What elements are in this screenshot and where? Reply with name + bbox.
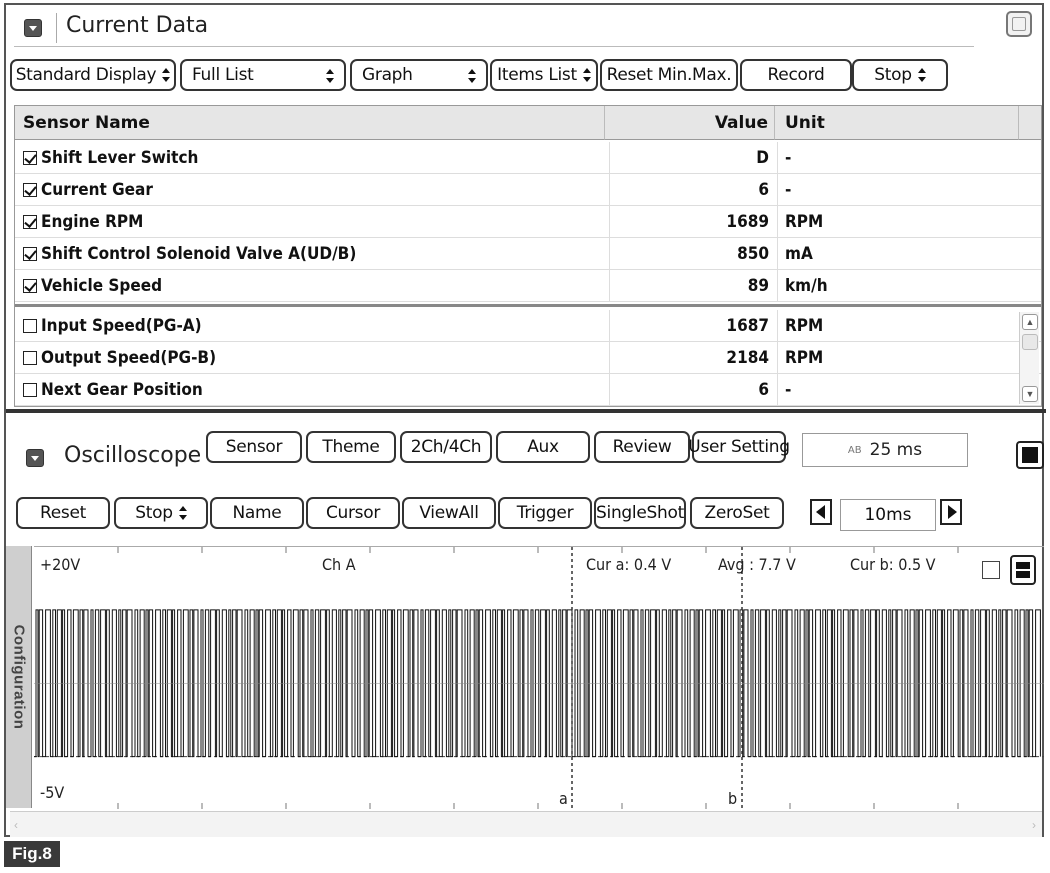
table-row[interactable]: [15, 206, 1041, 238]
unchecked-checkbox-icon[interactable]: [23, 351, 37, 365]
selected-items-divider: [15, 304, 1041, 307]
table-row[interactable]: [15, 174, 1041, 206]
spinner-arrows-icon: [326, 69, 334, 83]
stop-button[interactable]: [114, 497, 208, 529]
sensor-unit: RPM: [785, 211, 824, 232]
table-scrollbar[interactable]: [1019, 312, 1039, 404]
spinner-arrows-icon: [583, 68, 591, 82]
column-separator: [777, 206, 778, 237]
average-readout: Avg : 7.7 V: [718, 555, 796, 574]
items-list-button[interactable]: [490, 59, 598, 91]
sensor-name-cell: [23, 310, 603, 341]
full-list-button[interactable]: [180, 59, 346, 91]
table-row[interactable]: [15, 342, 1041, 374]
column-header-filler: [1019, 106, 1041, 140]
unchecked-checkbox-icon[interactable]: [23, 383, 37, 397]
app-window: [4, 3, 1044, 837]
sensor-name-cell: [23, 374, 603, 405]
column-header-unit[interactable]: Unit: [775, 106, 1019, 140]
table-row[interactable]: [15, 270, 1041, 302]
stop-button[interactable]: [852, 59, 948, 91]
scope-layout-icon[interactable]: [1010, 555, 1036, 585]
cursor-a-readout: Cur a: 0.4 V: [586, 555, 672, 574]
sensor-value: 1687: [726, 315, 769, 336]
scope-checkbox[interactable]: [982, 561, 1000, 579]
scope-top-voltage: +20V: [40, 555, 81, 574]
cursor-b-readout: Cur b: 0.5 V: [850, 555, 936, 574]
spinner-arrows-icon: [179, 506, 187, 520]
sensor-name: Current Gear: [41, 179, 153, 200]
figure-label: Fig.8: [4, 841, 60, 867]
trigger-button[interactable]: [498, 497, 592, 529]
scope-horizontal-scrollbar[interactable]: [10, 811, 1042, 837]
column-separator: [777, 238, 778, 269]
panel-splitter[interactable]: [6, 409, 1046, 413]
column-header-sensor-name[interactable]: Sensor Name: [15, 106, 605, 140]
sensor-unit: mA: [785, 243, 813, 264]
sensor-name-cell: [23, 174, 603, 205]
time-div-icon: AB: [847, 444, 862, 456]
scope-channel-label: Ch A: [322, 555, 356, 574]
unchecked-checkbox-icon[interactable]: [23, 319, 37, 333]
aux-button[interactable]: [496, 431, 590, 463]
cursor-button[interactable]: [306, 497, 400, 529]
viewall-button[interactable]: [402, 497, 496, 529]
sensor-value: 1689: [726, 211, 769, 232]
sensor-value: 6: [758, 179, 769, 200]
sensor-value: 6: [758, 379, 769, 400]
sensor-button-label: Sensor: [225, 437, 283, 457]
sensor-table: [14, 105, 1042, 407]
sensor-unit: -: [785, 179, 792, 200]
cursor-b-marker-label: b: [728, 789, 738, 808]
sensor-unit: RPM: [785, 347, 824, 368]
current-data-header: [14, 9, 974, 47]
checked-checkbox-icon[interactable]: [23, 215, 37, 229]
column-header-value[interactable]: Value: [605, 106, 775, 140]
current-data-title: Current Data: [66, 13, 209, 38]
scroll-up-icon[interactable]: ▲: [1022, 314, 1038, 330]
graph-button-label: Graph: [362, 65, 413, 85]
scroll-down-icon[interactable]: ▼: [1022, 386, 1038, 402]
zeroset-button-label: ZeroSet: [704, 503, 770, 523]
oscilloscope-title: Oscilloscope: [64, 443, 202, 468]
table-row[interactable]: [15, 310, 1041, 342]
name-button[interactable]: [210, 497, 304, 529]
sensor-name-cell: [23, 142, 603, 173]
review-button[interactable]: [594, 431, 690, 463]
2ch-4ch-button[interactable]: [400, 431, 492, 463]
checked-checkbox-icon[interactable]: [23, 247, 37, 261]
table-row[interactable]: [15, 374, 1041, 406]
sensor-name: Output Speed(PG-B): [41, 347, 217, 368]
sensor-name: Shift Lever Switch: [41, 147, 199, 168]
record-button-label: Record: [767, 65, 825, 85]
time-div-value: 25 ms: [869, 440, 923, 460]
sensor-value: 2184: [726, 347, 769, 368]
singleshot-button-label: SingleShot: [596, 503, 684, 523]
spinner-arrows-icon: [162, 68, 170, 82]
sensor-unit: -: [785, 379, 792, 400]
scroll-left-icon[interactable]: ‹: [14, 818, 18, 832]
configuration-tab-label: Configuration: [10, 624, 27, 730]
trigger-button-label: Trigger: [516, 503, 574, 523]
column-separator: [777, 270, 778, 301]
header-separator: [56, 13, 57, 43]
spinner-arrows-icon: [468, 69, 476, 83]
graph-button[interactable]: [350, 59, 488, 91]
reset-button[interactable]: [16, 497, 110, 529]
scope-waveform: [34, 547, 1044, 809]
checked-checkbox-icon[interactable]: [23, 151, 37, 165]
collapse-oscilloscope-icon[interactable]: [26, 449, 44, 467]
collapse-current-data-icon[interactable]: [24, 19, 42, 37]
time-div-display[interactable]: [802, 433, 968, 467]
column-separator: [777, 374, 778, 405]
name-button-label: Name: [232, 503, 282, 523]
scroll-thumb[interactable]: [1022, 334, 1038, 350]
standard-display-button[interactable]: [10, 59, 176, 91]
sensor-unit: RPM: [785, 315, 824, 336]
full-list-button-label: Full List: [192, 65, 254, 85]
stop-button-label: Stop: [135, 503, 173, 523]
items-list-button-label: Items List: [497, 65, 577, 85]
stop-capture-button[interactable]: [1016, 441, 1044, 469]
reset-button-label: Reset: [40, 503, 86, 523]
viewall-button-label: ViewAll: [419, 503, 479, 523]
sensor-name: Engine RPM: [41, 211, 144, 232]
time-step-decrease-icon[interactable]: [810, 499, 832, 525]
record-button[interactable]: [740, 59, 852, 91]
sensor-value: D: [756, 147, 769, 168]
column-separator: [777, 342, 778, 373]
table-row[interactable]: [15, 238, 1041, 270]
sensor-button[interactable]: [206, 431, 302, 463]
zeroset-button[interactable]: [690, 497, 784, 529]
2ch-4ch-button-label: 2Ch/4Ch: [410, 437, 482, 457]
theme-button[interactable]: [306, 431, 396, 463]
configuration-tab[interactable]: [6, 546, 32, 808]
sensor-name: Input Speed(PG-A): [41, 315, 202, 336]
user-setting-button[interactable]: [688, 431, 790, 463]
maximize-panel-button[interactable]: [1006, 11, 1032, 37]
column-separator: [777, 174, 778, 205]
sensor-name-cell: [23, 270, 603, 301]
review-button-label: Review: [612, 437, 672, 457]
spinner-arrows-icon: [918, 68, 926, 82]
checked-checkbox-icon[interactable]: [23, 183, 37, 197]
cursor-button-label: Cursor: [325, 503, 381, 523]
aux-button-label: Aux: [527, 437, 559, 457]
column-separator: [777, 142, 778, 173]
standard-display-button-label: Standard Display: [15, 65, 157, 85]
theme-button-label: Theme: [322, 437, 380, 457]
sensor-unit: -: [785, 147, 792, 168]
sensor-value: 850: [737, 243, 769, 264]
stop-button-label: Stop: [874, 65, 912, 85]
checked-checkbox-icon[interactable]: [23, 279, 37, 293]
time-step-increase-icon[interactable]: [940, 499, 962, 525]
user-setting-button-label: User Setting: [688, 437, 790, 457]
sensor-name-cell: [23, 342, 603, 373]
reset-min-max-button[interactable]: [600, 59, 738, 91]
sensor-name: Vehicle Speed: [41, 275, 163, 296]
scope-bottom-voltage: -5V: [40, 783, 65, 802]
sensor-name-cell: [23, 206, 603, 237]
singleshot-button[interactable]: [594, 497, 686, 529]
sensor-unit: km/h: [785, 275, 828, 296]
time-step-display: 10ms: [840, 499, 936, 531]
cursor-a-marker-label: a: [559, 789, 568, 808]
reset-min-max-button-label: Reset Min.Max.: [606, 65, 732, 85]
sensor-name: Next Gear Position: [41, 379, 203, 400]
scroll-right-icon[interactable]: ›: [1032, 818, 1036, 832]
column-separator: [777, 310, 778, 341]
sensor-name-cell: [23, 238, 603, 269]
table-row[interactable]: [15, 142, 1041, 174]
scope-display[interactable]: [34, 546, 1044, 808]
sensor-name: Shift Control Solenoid Valve A(UD/B): [41, 243, 357, 264]
sensor-value: 89: [747, 275, 769, 296]
